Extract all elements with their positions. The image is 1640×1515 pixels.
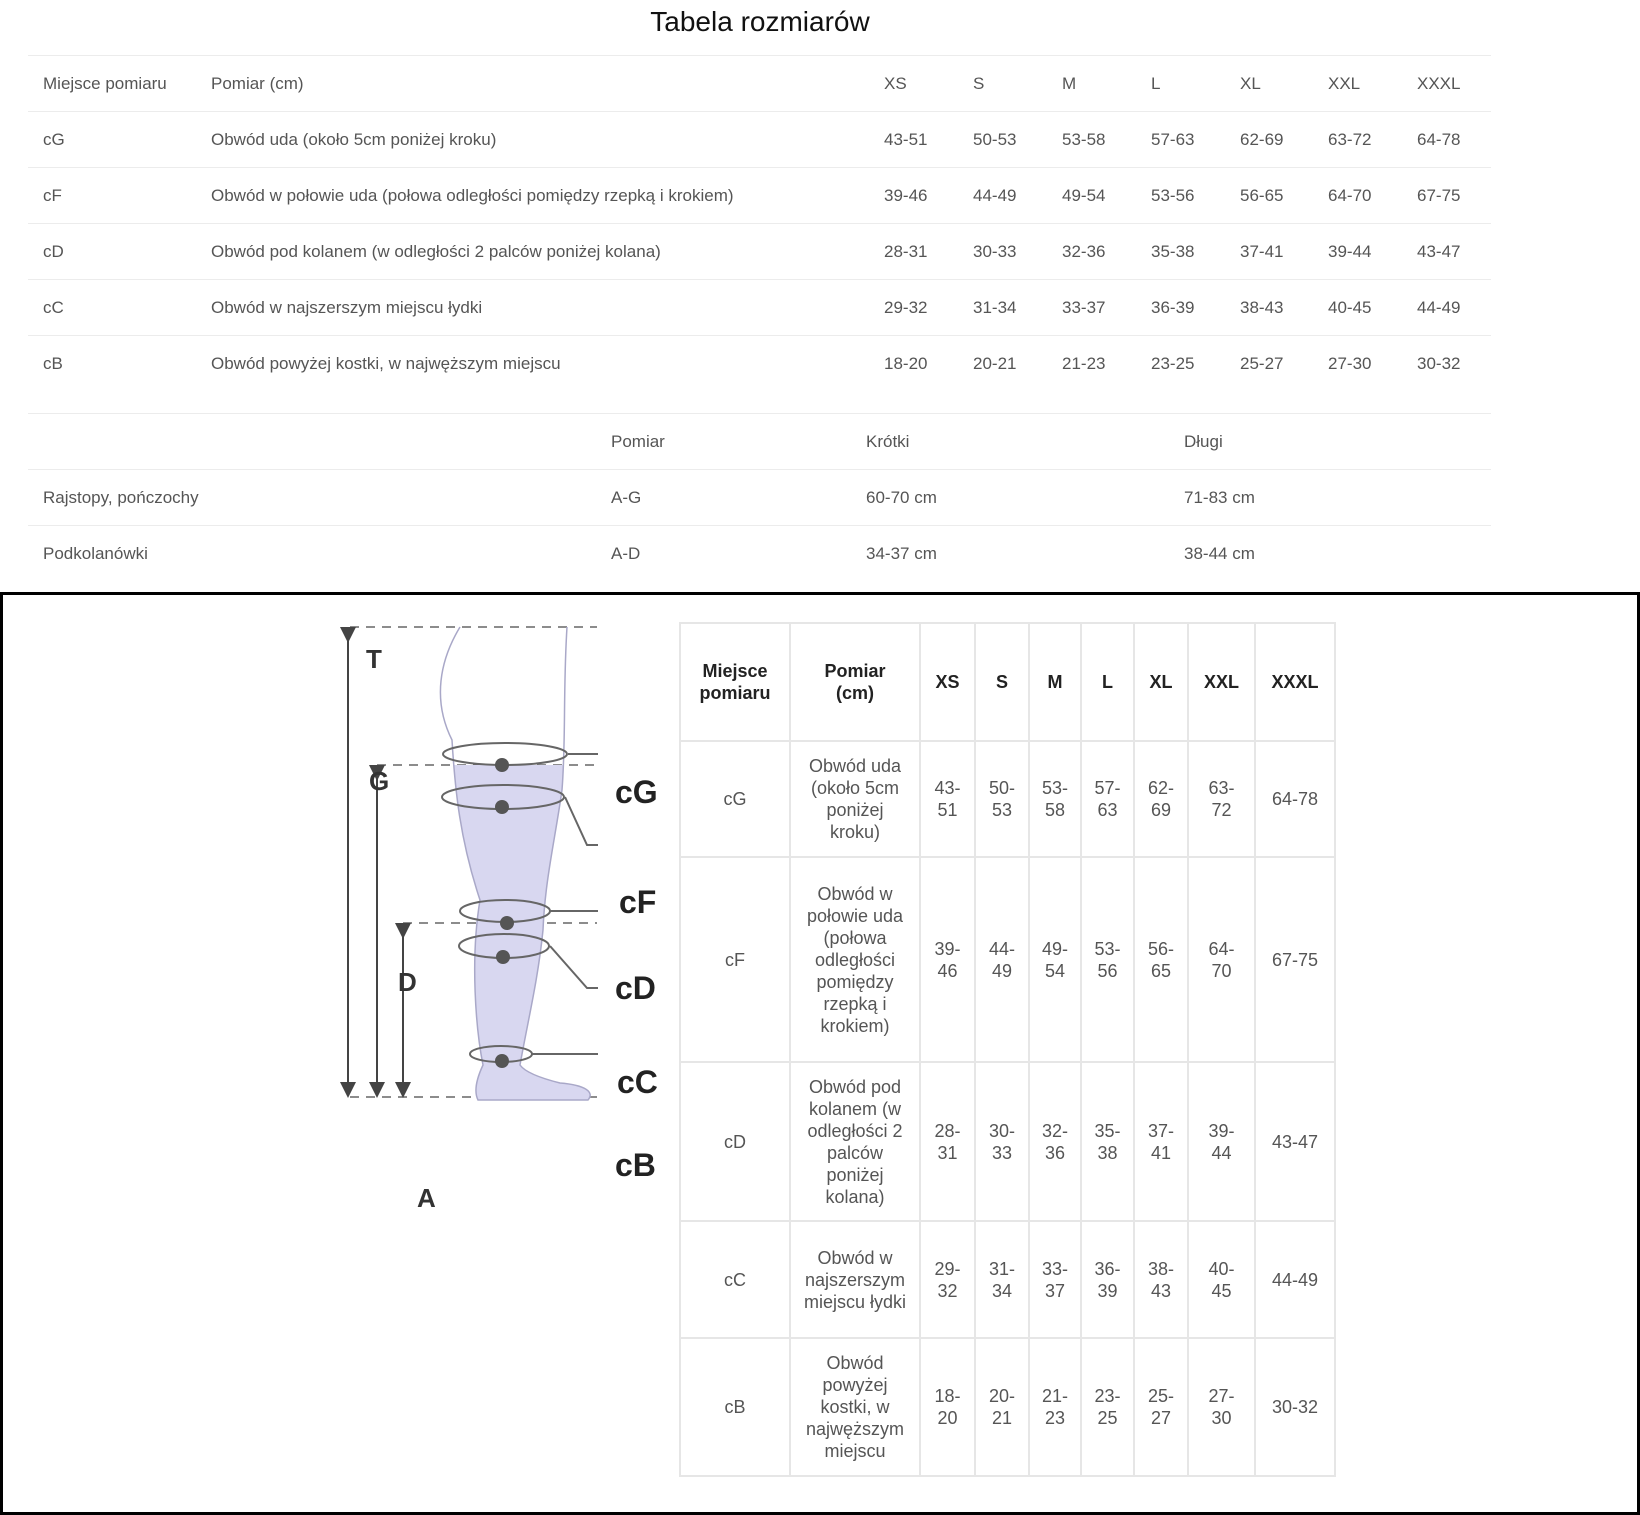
label-cd: cD [615,970,656,1006]
size-value [1029,1338,1081,1476]
size-value: 30-32 [1417,336,1491,392]
table-row [680,1062,1335,1221]
header-size: XL [1240,56,1328,112]
size-value [920,741,975,857]
size-value: 64-78 [1417,112,1491,168]
size-value [1081,1221,1134,1338]
size-value: 56-65 [1240,168,1328,224]
header-size: XXXL [1255,623,1335,741]
row-long: 71-83 cm [1184,470,1491,526]
value-text: 35-38 [1094,1120,1121,1163]
table-header-row [680,623,1335,741]
value-text: 18-20 [934,1386,961,1428]
size-value [1081,741,1134,857]
size-value [1081,1338,1134,1476]
row-code: cG [28,112,211,168]
size-value [1188,1338,1255,1476]
header-size: XS [884,56,973,112]
row-name: Podkolanówki [28,526,611,582]
value-text: 63-72 [1208,778,1235,820]
size-value [1029,1062,1081,1221]
size-value [1188,1221,1255,1338]
size-value: 27-30 [1328,336,1417,392]
value-text: 30-33 [988,1120,1015,1163]
value-text: 25-27 [1147,1386,1174,1428]
size-value: 64-78 [1255,741,1335,857]
size-value: 63-72 [1328,112,1417,168]
header-size: M [1029,623,1081,741]
row-description: Obwód w połowie uda (połowa odległości pomiędzy rzepką i krokiem) [790,857,920,1062]
value-text: 44-49 [988,938,1015,981]
size-value: 67-75 [1255,857,1335,1062]
size-value: 23-25 [1151,336,1240,392]
size-value: 29-32 [884,280,973,336]
value-text: 31-34 [988,1258,1015,1301]
row-short: 60-70 cm [866,470,1184,526]
size-value: 53-56 [1151,168,1240,224]
size-value: 28-31 [884,224,973,280]
size-value [975,1221,1029,1338]
table-row [680,1221,1335,1338]
row-code: cC [28,280,211,336]
row-measure: A-D [611,526,866,582]
size-value [975,741,1029,857]
row-short: 34-37 cm [866,526,1184,582]
header-size: L [1151,56,1240,112]
size-value: 67-75 [1417,168,1491,224]
letter-a: A [417,1183,436,1213]
row-code: cB [680,1338,790,1476]
size-value: 37-41 [1240,224,1328,280]
header-size: M [1062,56,1151,112]
size-value [975,1062,1029,1221]
size-value: 31-34 [973,280,1062,336]
row-name: Rajstopy, pończochy [28,470,611,526]
size-value: 36-39 [1151,280,1240,336]
size-value: 35-38 [1151,224,1240,280]
page-title: Tabela rozmiarów [650,6,870,37]
header-measure: Pomiar (cm) [211,56,884,112]
size-value [920,1221,975,1338]
size-value [1029,1221,1081,1338]
size-value [975,857,1029,1062]
value-text: 36-39 [1094,1258,1121,1301]
value-text: 62-69 [1147,778,1174,820]
leg-fill [440,627,590,1100]
row-description: Obwód w najszerszym miejscu łydki [211,280,884,336]
size-value [1134,1221,1188,1338]
size-value: 20-21 [973,336,1062,392]
value-text: 56-65 [1147,938,1174,981]
row-description: Obwód pod kolanem (w odległości 2 palców poniżej kolana) [790,1062,920,1221]
value-text: 32-36 [1041,1120,1068,1163]
value-text: 39-46 [934,938,961,981]
header-size: S [975,623,1029,741]
size-value: 39-46 [884,168,973,224]
size-value: 38-43 [1240,280,1328,336]
value-text: 43-51 [934,778,961,820]
size-value [1134,741,1188,857]
value-text: 50-53 [988,778,1015,820]
value-text: 53-58 [1041,778,1068,820]
size-value [920,1338,975,1476]
header-size: XXL [1328,56,1417,112]
row-code: cF [28,168,211,224]
size-value [1081,1062,1134,1221]
size-value [1081,857,1134,1062]
header-size: XL [1134,623,1188,741]
table-row [680,1338,1335,1476]
letter-t: T [366,644,382,674]
size-value: 33-37 [1062,280,1151,336]
header-size: XXXL [1417,56,1491,112]
size-value: 25-27 [1240,336,1328,392]
row-long: 38-44 cm [1184,526,1491,582]
size-value [1134,857,1188,1062]
size-value: 43-47 [1255,1062,1335,1221]
size-value: 40-45 [1328,280,1417,336]
size-value: 64-70 [1328,168,1417,224]
label-cg: cG [615,774,658,810]
row-description: Obwód uda (około 5cm poniżej kroku) [211,112,884,168]
value-text: 57-63 [1094,778,1121,820]
row-description: Obwód w połowie uda (połowa odległości pomiędzy rzepką i krokiem) [211,168,884,224]
value-text: 23-25 [1094,1386,1121,1428]
value-text: 20-21 [988,1386,1015,1428]
size-value: 44-49 [1417,280,1491,336]
size-value: 30-33 [973,224,1062,280]
header-long: Długi [1184,414,1491,470]
header-measure: Pomiar (cm) [790,623,920,741]
row-description: Obwód uda (około 5cm poniżej kroku) [790,741,920,857]
header-place: Miejsce pomiaru [680,623,790,741]
label-cf: cF [619,884,657,920]
size-value: 43-47 [1417,224,1491,280]
header-measure: Pomiar [611,414,866,470]
value-text: 49-54 [1041,938,1068,981]
row-description: Obwód powyżej kostki, w najwęższym miejscu [211,336,884,392]
value-text: 40-45 [1208,1258,1235,1301]
letter-g: G [369,766,390,796]
header-size: L [1081,623,1134,741]
size-value: 43-51 [884,112,973,168]
header-short: Krótki [866,414,1184,470]
image-size-table [679,622,1336,1477]
size-value: 57-63 [1151,112,1240,168]
size-value: 44-49 [973,168,1062,224]
row-description: Obwód powyżej kostki, w najwęższym miejscu [790,1338,920,1476]
size-value [1188,741,1255,857]
value-text: 38-43 [1147,1258,1174,1301]
row-code: cG [680,741,790,857]
row-description: Obwód pod kolanem (w odległości 2 palców poniżej kolana) [211,224,884,280]
letter-d: D [398,967,417,997]
value-text: 64-70 [1208,938,1235,981]
header-size: XS [920,623,975,741]
size-value: 53-58 [1062,112,1151,168]
header-size: XXL [1188,623,1255,741]
size-value: 21-23 [1062,336,1151,392]
value-text: 21-23 [1041,1386,1068,1428]
size-value [1188,1062,1255,1221]
size-value: 39-44 [1328,224,1417,280]
size-value [1029,857,1081,1062]
row-code: cC [680,1221,790,1338]
size-value [920,857,975,1062]
size-value [975,1338,1029,1476]
table-row [680,741,1335,857]
label-cb: cB [615,1147,656,1183]
size-value [920,1062,975,1221]
header-place: Miejsce pomiaru [28,56,211,112]
header-size: S [973,56,1062,112]
row-description: Obwód w najszerszym miejscu łydki [790,1221,920,1338]
size-value [1029,741,1081,857]
size-value: 49-54 [1062,168,1151,224]
size-value [1134,1062,1188,1221]
row-code: cF [680,857,790,1062]
label-cc: cC [617,1064,658,1100]
size-value: 62-69 [1240,112,1328,168]
row-code: cD [680,1062,790,1221]
value-text: 53-56 [1094,938,1121,981]
size-value: 18-20 [884,336,973,392]
value-text: 28-31 [934,1120,961,1163]
size-value: 50-53 [973,112,1062,168]
value-text: 33-37 [1041,1258,1068,1301]
size-value [1134,1338,1188,1476]
size-value [1188,857,1255,1062]
row-measure: A-G [611,470,866,526]
size-value: 32-36 [1062,224,1151,280]
value-text: 37-41 [1147,1120,1174,1163]
value-text: 39-44 [1208,1120,1235,1163]
length-arrows [348,635,403,1090]
size-value: 44-49 [1255,1221,1335,1338]
size-value: 30-32 [1255,1338,1335,1476]
table-row [680,857,1335,1062]
value-text: 27-30 [1208,1386,1235,1428]
row-code: cD [28,224,211,280]
row-code: cB [28,336,211,392]
value-text: 29-32 [934,1258,961,1301]
